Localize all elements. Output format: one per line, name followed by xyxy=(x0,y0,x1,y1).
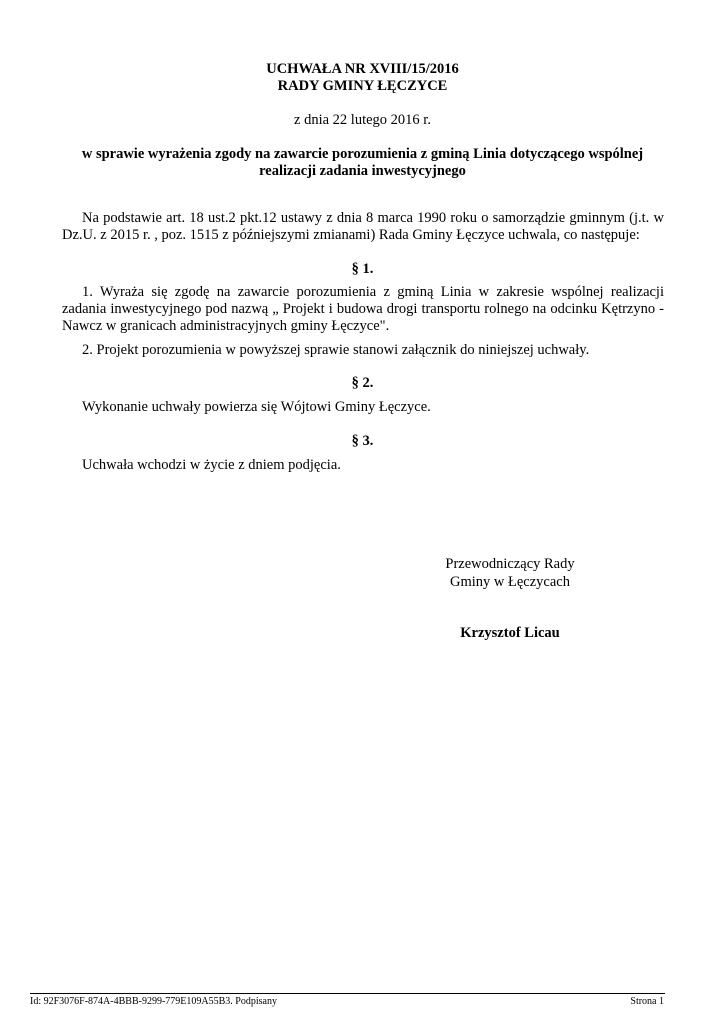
signature-role-line1: Przewodniczący Rady xyxy=(445,556,575,572)
section-2-heading: § 2. xyxy=(351,375,374,391)
council-name: RADY GMINY ŁĘCZYCE xyxy=(277,78,448,94)
footer-divider xyxy=(30,993,665,994)
page-number: Strona 1 xyxy=(630,996,664,1007)
resolution-subject: w sprawie wyrażenia zgody na zawarcie porozumienia z gminą Linia dotyczącego wspólnej realizacji zadania inwestycyjnego xyxy=(81,146,644,179)
resolution-number: UCHWAŁA NR XVIII/15/2016 xyxy=(266,61,459,77)
document-id: Id: 92F3076F-874A-4BBB-9299-779E109A55B3. Podpisany xyxy=(30,996,277,1007)
section-3-paragraph: Uchwała wchodzi w życie z dniem podjęcia. xyxy=(82,457,341,473)
section-2-paragraph: Wykonanie uchwały powierza się Wójtowi Gminy Łęczyce. xyxy=(82,399,431,415)
section-1-paragraph-2: 2. Projekt porozumienia w powyższej sprawie stanowi załącznik do niniejszej uchwały. xyxy=(82,342,590,358)
signature-role xyxy=(420,555,600,591)
section-1-heading: § 1. xyxy=(351,261,374,277)
signature-role-line2: Gminy w Łęczycach xyxy=(450,574,570,590)
preamble-paragraph: Na podstawie art. 18 ust.2 pkt.12 ustawy z dnia 8 marca 1990 roku o samorządzie gminnym (j.t. w Dz.U. z 2015 r. , poz. 1515 z późniejszymi zmianami) Rada Gminy Łęczyce uchwala, co następuje: xyxy=(62,210,664,243)
resolution-date: z dnia 22 lutego 2016 r. xyxy=(294,112,431,128)
signatory-name: Krzysztof Licau xyxy=(460,625,560,641)
section-3-heading: § 3. xyxy=(351,433,374,449)
section-1-paragraph-1: 1. Wyraża się zgodę na zawarcie porozumienia z gminą Linia w zakresie wspólnej realizacji zadania inwestycyjnego pod nazwą „ Projekt i budowa drogi transportu rolnego na odcinku Kętrzyno - Nawcz w granicach administracyjnych gminy Łęczyce". xyxy=(62,284,664,334)
